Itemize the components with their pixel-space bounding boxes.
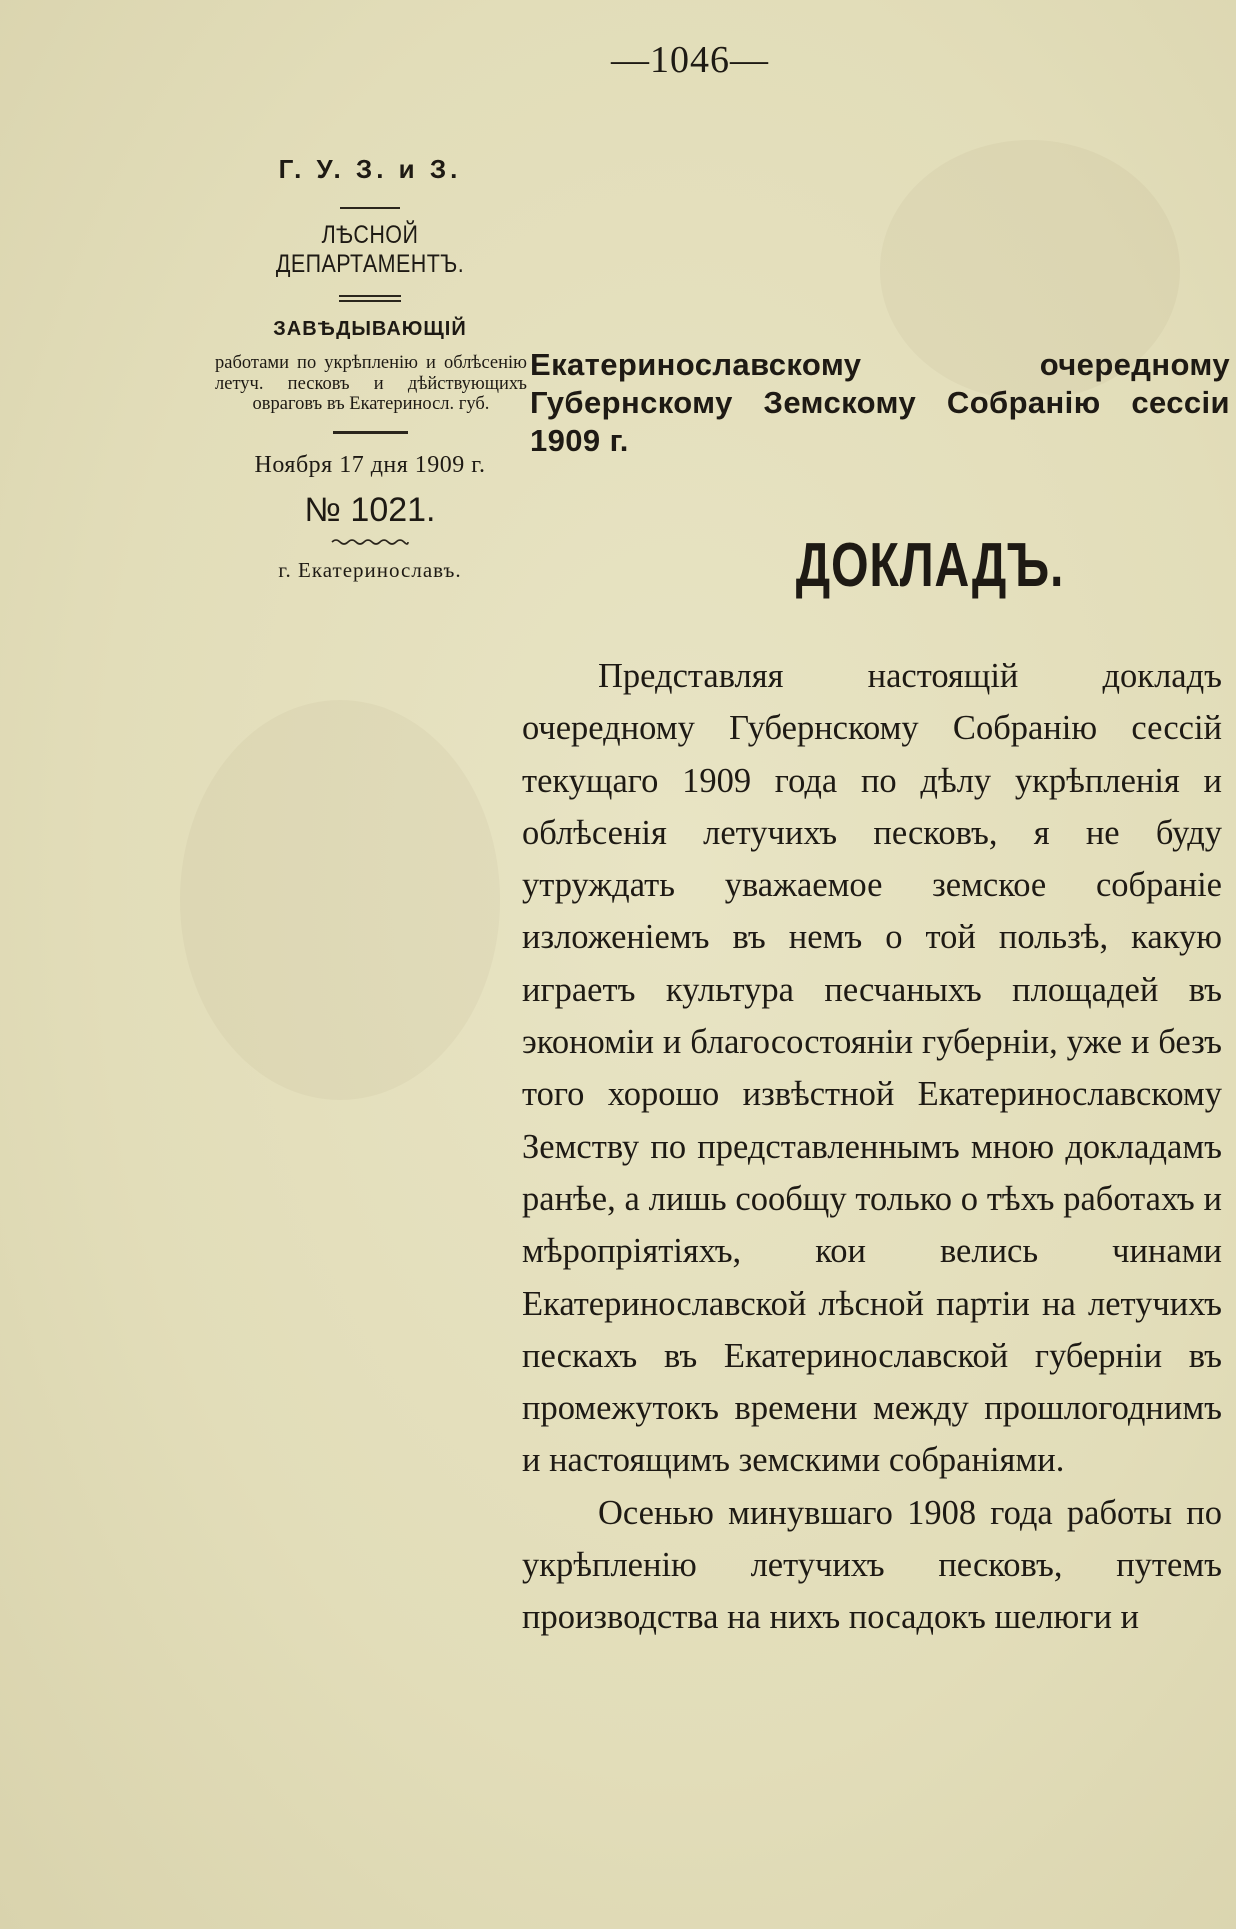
divider <box>333 431 408 434</box>
sidebar-block <box>205 150 535 583</box>
document-title: ДОКЛАДЪ. <box>795 531 1065 600</box>
position-title: ЗАВѢДЫВАЮЩІЙ <box>273 318 467 340</box>
document-date: Ноября 17 дня 1909 г. <box>254 451 486 478</box>
paper-stain <box>180 700 500 1100</box>
body-paragraph: Осенью минувшаго 1908 года работы по укрѣпленію летучихъ песковъ, путемъ производства на нихъ посадокъ шелюги и <box>522 1493 1222 1637</box>
body-paragraph: Представляя настоящій докладъ очередному Губернскому Собранію сессій текущаго 1909 года по дѣлу укрѣпленія и облѣсенія летучихъ песковъ, я не буду утруждать уважаемое земское собраніе изложеніемъ въ немъ о той пользѣ, какую играетъ культура песчаныхъ площадей въ экономіи и благосостояніи губерніи, уже и безъ того хорошо извѣстной Екатеринославскому Земству по представленнымъ мною докладамъ ранѣе, а лишь сообщу только о тѣхъ работахъ и мѣропріятіяхъ, кои велись чинами Екатеринославской лѣсной партіи на летучихъ пескахъ въ Екатеринославской губерніи въ промежутокъ времени между прошлогоднимъ и настоящимъ земскими собраніями. <box>522 657 1222 1480</box>
page-number: —1046— <box>611 39 769 81</box>
addressee-heading: Екатеринославскому очередному Губернскому Земскому Собранію сессіи 1909 г. <box>530 347 1230 458</box>
document-city: г. Екатеринославъ. <box>278 557 462 582</box>
document-number: № 1021. <box>304 490 436 529</box>
org-abbreviation: Г. У. З. и З. <box>278 154 462 184</box>
document-body <box>522 650 1222 1644</box>
double-divider <box>339 295 401 302</box>
department-name: ЛѢСНОЙ ДЕПАРТАМЕНТЪ. <box>275 221 465 278</box>
divider <box>340 207 400 209</box>
wavy-divider-icon <box>330 536 410 548</box>
position-duties: работами по укрѣпленію и облѣсенію летуч. песковъ и дѣйствующихъ овраговъ въ Екатериносл. губ. <box>215 353 527 414</box>
